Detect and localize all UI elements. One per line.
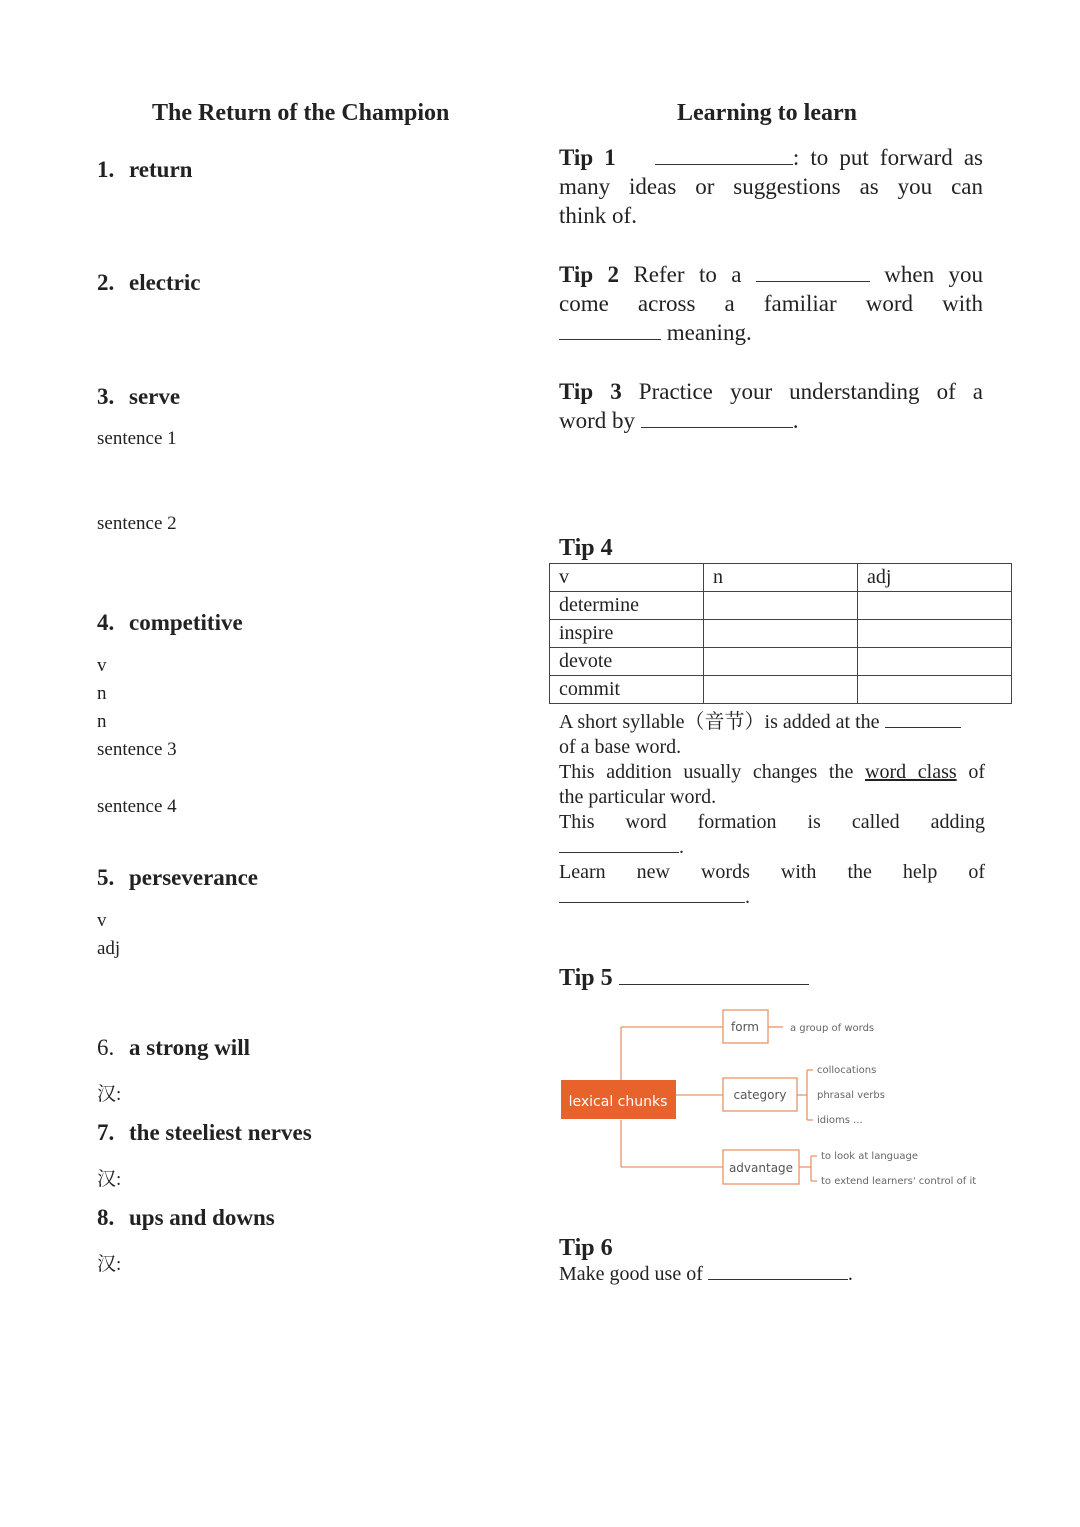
pos-n-label: n — [97, 711, 107, 732]
fill-blank — [756, 261, 870, 282]
form-desc-text: a group of words — [790, 1023, 875, 1034]
tip-6-label: Tip 6 — [559, 1235, 613, 1261]
table-cell-empty[interactable] — [704, 620, 858, 648]
tip-1: Tip 1 : to put forward as many ideas or suggestions as you can think of. — [559, 145, 983, 228]
fill-blank — [641, 407, 793, 428]
vocab-item-5: 5. perseverance — [97, 865, 258, 890]
tip-4-notes: A short syllable（音节）is added at the of a base word. This addition usually changes the word class of the particular word. This word formation is called adding . Learn new words with the help of . — [559, 711, 986, 908]
pos-n-label: n — [97, 683, 107, 704]
fill-blank — [708, 1263, 848, 1280]
table-cell-empty[interactable] — [704, 648, 858, 676]
vocab-item-1: 1. return — [97, 157, 193, 182]
tip-2: Tip 2 Refer to a when you come across a familiar word with meaning. — [559, 262, 984, 345]
table-row — [550, 676, 1012, 704]
table-cell: determine — [550, 592, 704, 620]
vocab-item-2: 2. electric — [97, 270, 201, 295]
pos-v-label: v — [97, 910, 107, 931]
advantage-item: to look at language — [821, 1151, 918, 1162]
sentence-3-label: sentence 3 — [97, 739, 177, 760]
sentence-4-label: sentence 4 — [97, 796, 177, 817]
table-cell-empty[interactable] — [704, 592, 858, 620]
tip-3-label: Tip 3 — [559, 379, 622, 404]
sentence-1-label: sentence 1 — [97, 428, 177, 449]
table-header: v — [550, 564, 704, 592]
table-row — [550, 620, 1012, 648]
vocab-item-7: 7. the steeliest nerves — [97, 1120, 312, 1145]
fill-blank — [619, 966, 809, 985]
category-item: idioms ... — [817, 1115, 863, 1126]
tip-6-text: Make good use of . — [559, 1263, 853, 1285]
tip-2-label: Tip 2 — [559, 262, 620, 287]
table-row — [550, 648, 1012, 676]
word-class-term: word class — [865, 761, 957, 783]
category-item: collocations — [817, 1065, 877, 1076]
lexical-chunks-mindmap — [555, 1000, 1000, 1200]
tip-1-label: Tip 1 — [559, 145, 616, 170]
table-cell-empty[interactable] — [858, 676, 1012, 704]
tip-5-label: Tip 5 — [559, 965, 809, 992]
pos-v-label: v — [97, 655, 107, 676]
fill-blank — [885, 711, 961, 728]
word-formation-table — [549, 563, 1012, 704]
table-header: adj — [858, 564, 1012, 592]
left-title: The Return of the Champion — [152, 100, 450, 126]
tip-4-label: Tip 4 — [559, 535, 613, 561]
table-cell: commit — [550, 676, 704, 704]
form-text: form — [731, 1020, 759, 1034]
chinese-translation-label: 汉: — [97, 1254, 122, 1275]
fill-blank — [559, 836, 679, 853]
table-header: n — [704, 564, 858, 592]
advantage-item: to extend learners' control of it — [821, 1176, 977, 1187]
table-header-row — [550, 564, 1012, 592]
pos-adj-label: adj — [97, 938, 121, 959]
table-row — [550, 592, 1012, 620]
fill-blank — [559, 319, 661, 340]
tip-3: Tip 3 Practice your understanding of a word by . — [559, 379, 984, 433]
category-text: category — [733, 1088, 787, 1102]
lexical-chunks-text: lexical chunks — [568, 1094, 668, 1110]
fill-blank — [655, 144, 793, 165]
fill-blank — [559, 886, 745, 903]
vocab-item-6: 6. a strong will — [97, 1035, 250, 1060]
vocab-item-3: 3. serve — [97, 384, 181, 409]
advantage-text: advantage — [728, 1161, 794, 1175]
right-title: Learning to learn — [677, 100, 857, 126]
table-cell-empty[interactable] — [858, 648, 1012, 676]
category-item: phrasal verbs — [817, 1090, 885, 1101]
table-cell-empty[interactable] — [858, 620, 1012, 648]
vocab-item-4: 4. competitive — [97, 610, 243, 635]
chinese-translation-label: 汉: — [97, 1169, 122, 1190]
table-cell: devote — [550, 648, 704, 676]
vocab-item-8: 8. ups and downs — [97, 1205, 275, 1230]
table-cell-empty[interactable] — [858, 592, 1012, 620]
sentence-2-label: sentence 2 — [97, 513, 177, 534]
table-cell: inspire — [550, 620, 704, 648]
chinese-translation-label: 汉: — [97, 1084, 122, 1105]
table-cell-empty[interactable] — [704, 676, 858, 704]
